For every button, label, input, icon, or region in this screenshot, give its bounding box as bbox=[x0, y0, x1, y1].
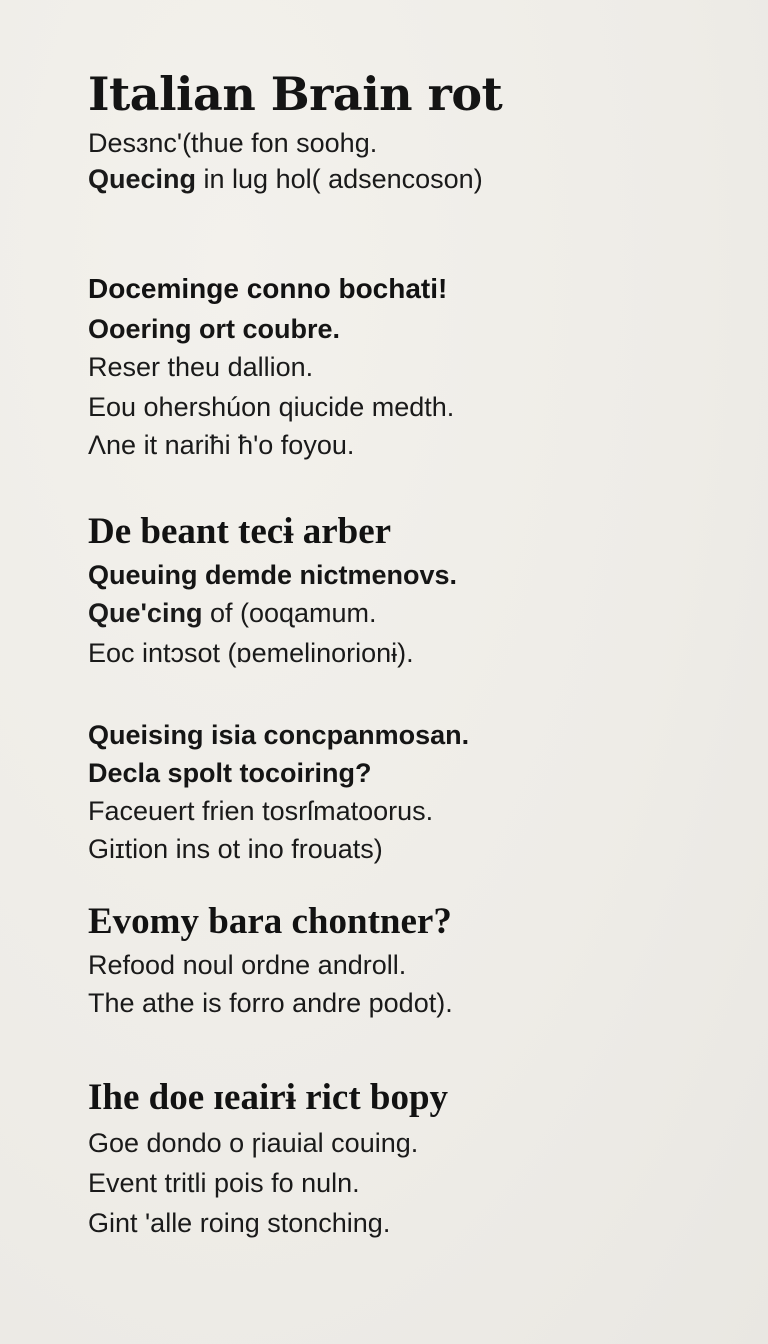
section5-line-1: Goe dondo o ɼiauial couing. bbox=[88, 1128, 419, 1158]
section3-bold-2: Decla spolt tocoiring? bbox=[88, 758, 372, 788]
section5-line-3: Gint 'alle roing stonching. bbox=[88, 1208, 391, 1238]
intro-line-2-bold: Quecing bbox=[88, 164, 197, 194]
section2-heading: De beant tecɨ arber bbox=[88, 511, 392, 552]
section4-line-2: The athe is forro andre podot). bbox=[88, 988, 453, 1018]
section3-bold-1: Queising isia concpanmosan. bbox=[88, 720, 470, 750]
section5-line-2: Event tritli pois fo nuln. bbox=[88, 1168, 360, 1198]
section3-line-1: Faceuert frien tosrſmatoorus. bbox=[88, 796, 434, 826]
section2-line-1: Eoc intɔsot (ɒemelinorionɨ). bbox=[88, 638, 414, 668]
section1-line-1: Reser theu dallion. bbox=[88, 352, 314, 382]
section2-bold-2: Que'cing bbox=[88, 598, 203, 628]
intro-line-1: Desɜnc'(thue fon soohg. bbox=[88, 128, 378, 158]
intro-line-2 bbox=[88, 160, 483, 198]
page-title: Italian Brain rot bbox=[88, 67, 503, 121]
section2-line-mixed bbox=[88, 594, 377, 632]
section2-bold-2-rest: of (ooɋamum. bbox=[202, 598, 377, 628]
section4-heading: Evomy bara chontner? bbox=[88, 901, 452, 942]
section3-line-2: Giɪtion ins ot ino frouats) bbox=[88, 834, 383, 864]
intro-line-2-rest: in lug hol( adsencoson) bbox=[196, 164, 483, 194]
section1-heading-2: Ooering ort coubre. bbox=[88, 314, 341, 344]
section2-bold-1: Queuing demde nictmenovs. bbox=[88, 560, 458, 590]
section1-heading-1: Doceminge conno bochati! bbox=[88, 273, 448, 304]
section1-line-3: Ʌne it nariħi ħ'o foyou. bbox=[88, 430, 355, 460]
section1-line-2: Eou ohershúon qiucide medth. bbox=[88, 392, 455, 422]
section4-line-1: Refood noul ordne androll. bbox=[88, 950, 407, 980]
section5-heading: Ihe doe ɪeairɨ rict bopy bbox=[88, 1077, 449, 1118]
